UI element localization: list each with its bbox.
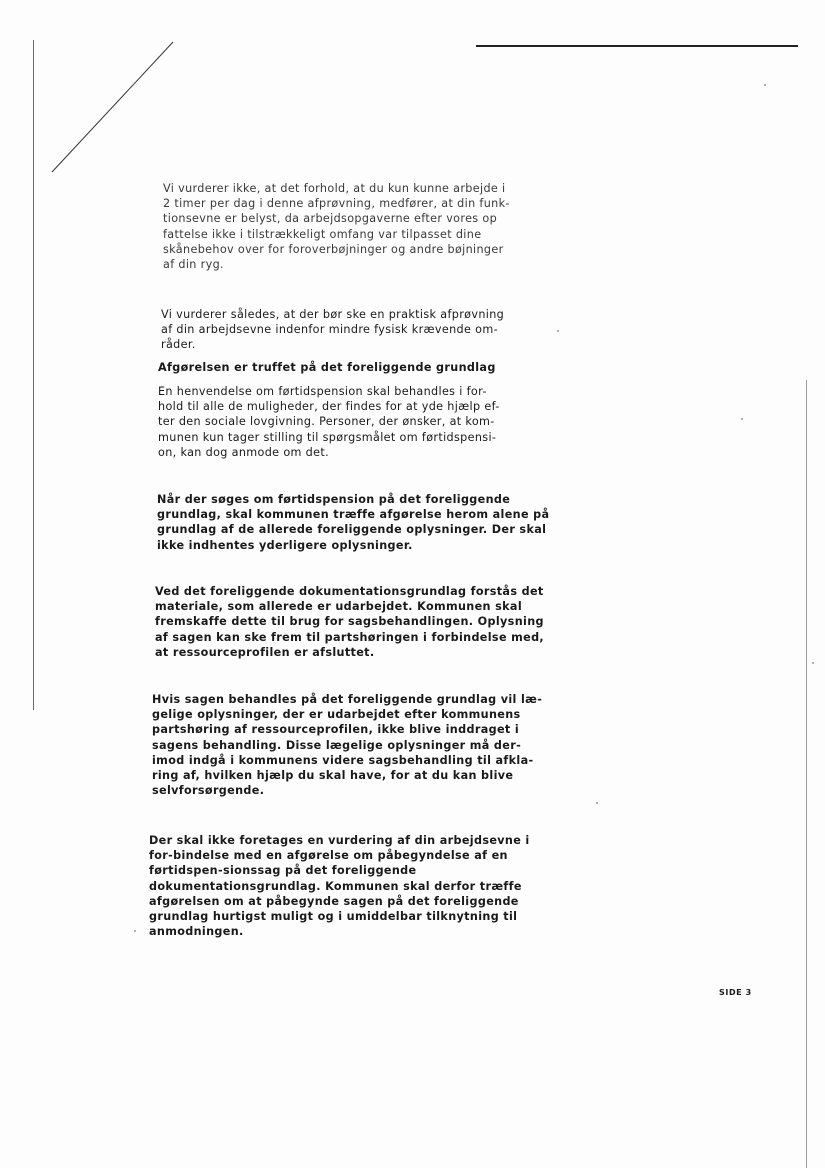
scan-speck — [596, 802, 598, 804]
page-number: SIDE 3 — [719, 988, 752, 997]
paragraph-3: En henvendelse om førtidspension skal behandles i for- hold til alle de muligheder, der findes for at yde hjælp ef- ter den sociale lovgivning. Personer, der ønsker, at kom- munen kun tager stilling til spørgsmålet om førtidspensi- on, kan dog anmode om det. — [158, 385, 500, 459]
paragraph-2: Vi vurderer således, at der bør ske en praktisk afprøvning af din arbejdsevne indenfor mindre fysisk krævende om- råder. — [161, 308, 505, 352]
section-heading: Afgørelsen er truffet på det foreliggende grundlag — [158, 361, 496, 374]
scan-speck — [557, 330, 559, 332]
paragraph-4: Når der søges om førtidspension på det foreliggende grundlag, skal kommunen træffe afgørelse herom alene på grundlag af de allerede foreliggende oplysninger. Der skal ikke indhentes yderligere oplysninger. — [157, 493, 550, 552]
paragraph-7: Der skal ikke foretages en vurdering af din arbejdsevne i for-bindelse med en afgørelse om påbegyndelse af en førtidspen-sionssag på det foreliggende dokumentationsgrundlag. Kommunen skal derfor træffe afgørelsen om at påbegynde sagen på det foreliggende grundlag hurtigst muligt og i umiddelbar tilknytning til anmodningen. — [149, 834, 530, 939]
diagonal-line — [0, 0, 825, 200]
scan-speck — [764, 84, 766, 86]
scan-speck — [812, 662, 814, 664]
scan-edge-right — [806, 380, 807, 1168]
scan-speck — [134, 930, 136, 932]
scan-speck — [741, 418, 743, 420]
paragraph-5: Ved det foreliggende dokumentationsgrundlag forstås det materiale, som allerede er udarbejdet. Kommunen skal fremskaffe dette til brug for sagsbehandlingen. Oplysning af sagen kan ske frem til partshøringen i forbindelse med, at ressourceprofilen er afsluttet. — [155, 585, 545, 659]
paragraph-6: Hvis sagen behandles på det foreliggende grundlag vil læ- gelige oplysninger, der er udarbejdet efter kommunens partshøring af ressourceprofilen, ikke blive inddraget i sagens behandling. Disse lægelige oplysninger må der- imod indgå i kommunens videre sagsbehandling til afkla- ring af, hvilken hjælp du skal have, for at du kan blive selvforsørgende. — [152, 693, 543, 798]
paragraph-1: Vi vurderer ikke, at det forhold, at du kun kunne arbejde i 2 timer per dag i denne afprøvning, medfører, at din funk- tionsevne er belyst, da arbejdsopgaverne efter vores op fattelse ikke i tilstrækkeligt omfang var tilpasset dine skånebehov over for foroverbøjninger og andre bøjninger af din ryg. — [163, 182, 510, 272]
